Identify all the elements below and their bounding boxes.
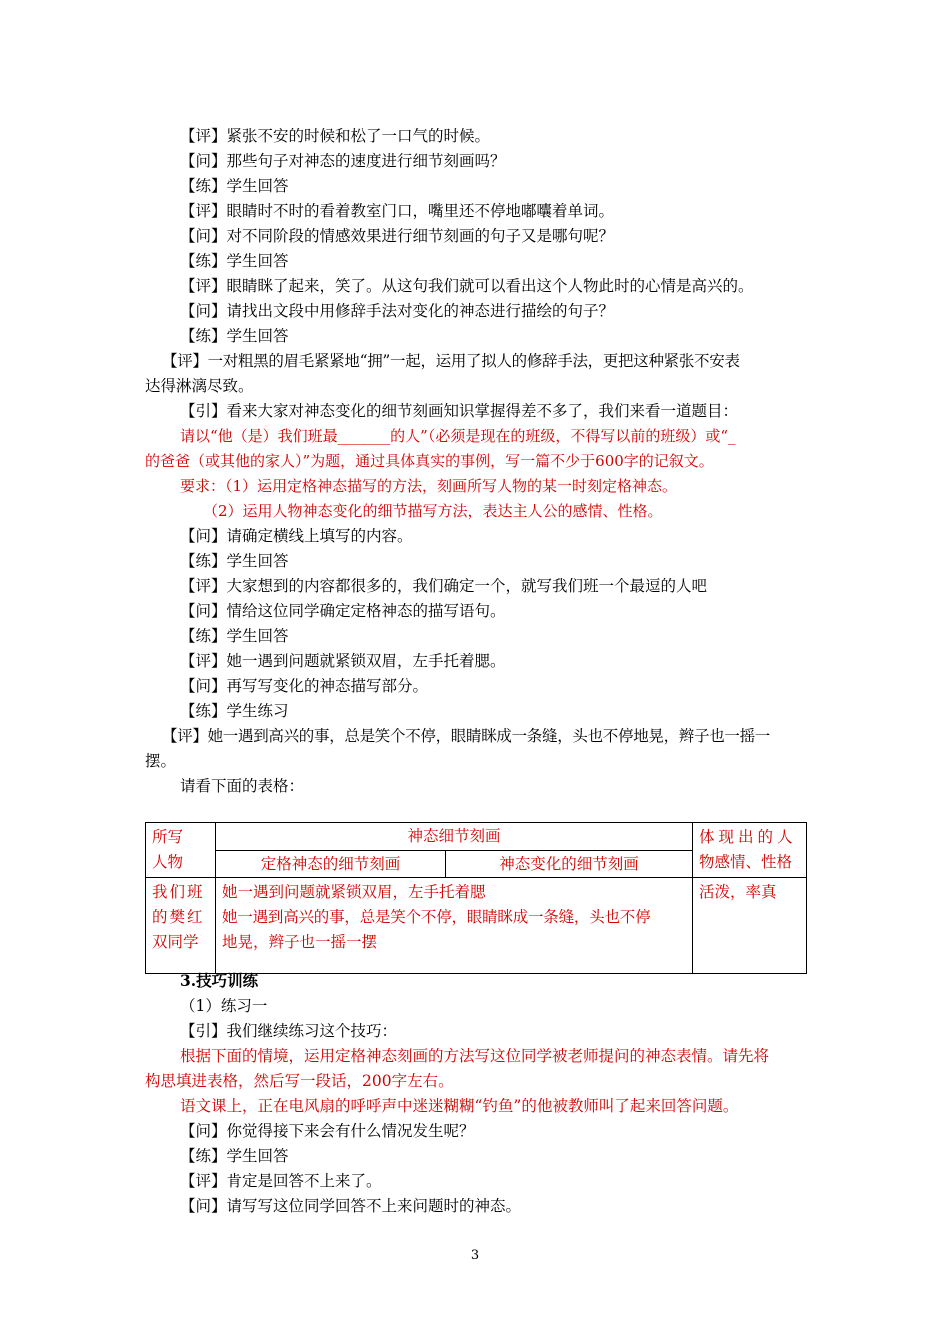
para-line: 【评】肯定是回答不上来了。 xyxy=(180,1172,382,1190)
prompt-line: 请以“他（是）我们班最_______的人”（必须是现在的班级，不得写以前的班级）或“_ xyxy=(180,427,736,445)
para-line: 【练】学生练习 xyxy=(180,702,289,720)
para-line: 【评】眼睛时不时的看着教室门口，嘴里还不停地嘟囔着单词。 xyxy=(180,202,615,220)
header-fixed: 定格神态的细节刻画 xyxy=(216,850,446,878)
para-line: 【问】再写写变化的神态描写部分。 xyxy=(180,677,429,695)
para-line: 【问】请找出文段中用修辞手法对变化的神态进行描绘的句子？ xyxy=(180,302,615,320)
para-line: 【问】那些句子对神态的速度进行细节刻画吗？ xyxy=(180,152,506,170)
header-change: 神态变化的细节刻画 xyxy=(446,850,693,878)
cell-person: 我们班 的樊红 双同学 xyxy=(146,878,216,974)
exercise-line: 语文课上，正在电风扇的呼呼声中迷迷糊糊“钓鱼”的他被教师叫了起来回答问题。 xyxy=(180,1097,739,1115)
para-line: 【练】学生回答 xyxy=(180,552,289,570)
para-line: 【评】一对粗黑的眉毛紧紧地“拥”一起，运用了拟人的修辞手法，更把这种紧张不安表 xyxy=(162,352,740,370)
para-line: 【练】学生回答 xyxy=(180,327,289,345)
prompt-line: 的爸爸（或其他的家人）”为题，通过具体真实的事例，写一篇不少于600字的记叙文。 xyxy=(145,452,714,470)
para-line: 【问】请写写这位同学回答不上来问题时的神态。 xyxy=(180,1197,522,1215)
section-heading: 3.技巧训练 xyxy=(180,971,259,990)
requirement-line: 要求：（1）运用定格神态描写的方法，刻画所写人物的某一时刻定格神态。 xyxy=(180,477,678,495)
header-detail: 神态细节刻画 xyxy=(216,823,693,851)
para-line: 【评】大家想到的内容都很多的，我们确定一个，就写我们班一个最逗的人吧 xyxy=(180,577,708,595)
para-line: 【问】情给这位同学确定定格神态的描写语句。 xyxy=(180,602,506,620)
cell-detail: 她一遇到问题就紧锁双眉，左手托着腮 她一遇到高兴的事，总是笑个不停，眼睛眯成一条缝，头也不停 地晃，辫子也一摇一摆 xyxy=(216,878,693,974)
para-line: 达得淋漓尽致。 xyxy=(145,377,254,395)
header-feeling: 体现出的人 物感情、性格 xyxy=(693,823,807,878)
para-line: （1）练习一 xyxy=(180,997,268,1015)
para-line: 【问】你觉得接下来会有什么情况发生呢？ xyxy=(180,1122,475,1140)
para-line: 【引】看来大家对神态变化的细节刻画知识掌握得差不多了，我们来看一道题目： xyxy=(180,402,739,420)
para-line: 【练】学生回答 xyxy=(180,627,289,645)
para-line: 摆。 xyxy=(145,752,177,770)
para-line: 【评】眼睛眯了起来，笑了。从这句我们就可以看出这个人物此时的心情是高兴的。 xyxy=(180,277,754,295)
character-table xyxy=(145,822,807,974)
para-line: 请看下面的表格： xyxy=(180,777,305,795)
para-line: 【评】她一遇到高兴的事，总是笑个不停，眼睛眯成一条缝，头也不停地晃，辫子也一摇一 xyxy=(162,727,771,745)
para-line: 【问】对不同阶段的情感效果进行细节刻画的句子又是哪句呢？ xyxy=(180,227,615,245)
exercise-line: 根据下面的情境，运用定格神态刻画的方法写这位同学被老师提问的神态表情。请先将 xyxy=(180,1047,770,1065)
para-line: 【评】她一遇到问题就紧锁双眉，左手托着腮。 xyxy=(180,652,506,670)
para-line: 【评】紧张不安的时候和松了一口气的时候。 xyxy=(180,127,491,145)
para-line: 【引】我们继续练习这个技巧： xyxy=(180,1022,398,1040)
exercise-line: 构思填进表格，然后写一段话，200字左右。 xyxy=(145,1072,454,1090)
header-person: 所写 人物 xyxy=(146,823,216,878)
para-line: 【问】请确定横线上填写的内容。 xyxy=(180,527,413,545)
requirement-line: （2）运用人物神态变化的细节描写方法，表达主人公的感情、性格。 xyxy=(203,502,663,520)
para-line: 【练】学生回答 xyxy=(180,252,289,270)
page-number: 3 xyxy=(470,1248,480,1263)
para-line: 【练】学生回答 xyxy=(180,1147,289,1165)
para-line: 【练】学生回答 xyxy=(180,177,289,195)
cell-feeling: 活泼，率真 xyxy=(693,878,807,974)
